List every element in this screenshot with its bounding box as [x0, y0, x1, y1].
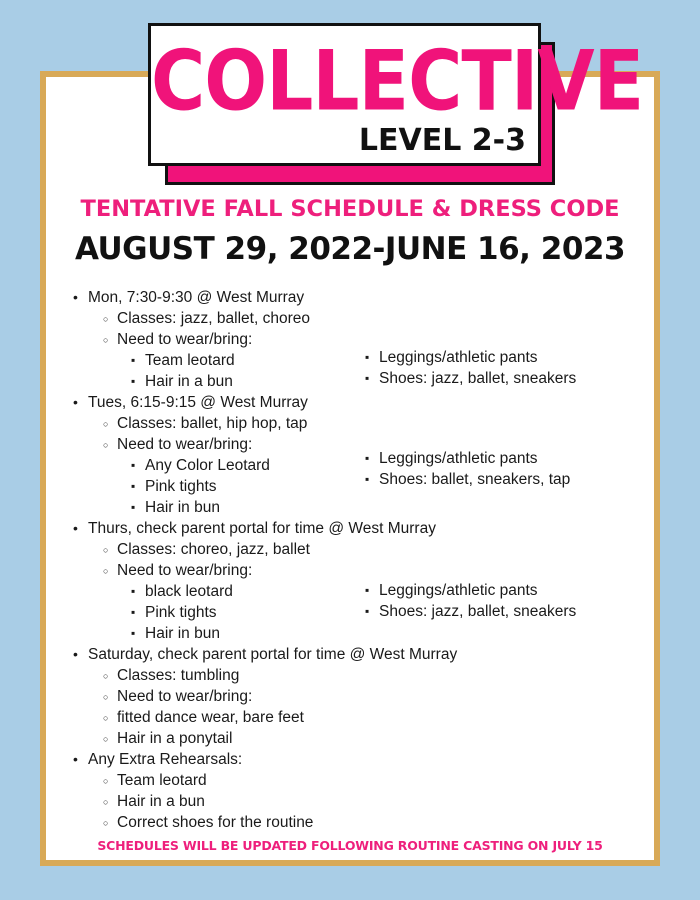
logo-level: LEVEL 2-3 [358, 123, 526, 158]
tuesday-item: ▪ Pink tights [145, 479, 217, 495]
thursday-right-item: ▪ Leggings/athletic pants [379, 583, 538, 599]
monday-header: • Mon, 7:30-9:30 @ West Murray [88, 290, 304, 306]
monday-item: ▪ Team leotard [145, 353, 235, 369]
monday-right-item: ▪ Shoes: jazz, ballet, sneakers [379, 371, 576, 387]
monday-classes: ○ Classes: jazz, ballet, choreo [117, 311, 310, 327]
thursday-item: ▪ Pink tights [145, 605, 217, 621]
extra-item: ○ Hair in a bun [117, 794, 205, 810]
thursday-header: • Thurs, check parent portal for time @ West Murray [88, 521, 436, 537]
tuesday-need: ○ Need to wear/bring: [117, 437, 252, 453]
schedule-title: TENTATIVE FALL SCHEDULE & DRESS CODE [80, 196, 620, 222]
monday-need: ○ Need to wear/bring: [117, 332, 252, 348]
tuesday-header: • Tues, 6:15-9:15 @ West Murray [88, 395, 308, 411]
tuesday-right-item: ▪ Leggings/athletic pants [379, 451, 538, 467]
monday-item: ▪ Hair in a bun [145, 374, 233, 390]
saturday-item: ○ Need to wear/bring: [117, 689, 252, 705]
monday-right-item: ▪ Leggings/athletic pants [379, 350, 538, 366]
extra-header: • Any Extra Rehearsals: [88, 752, 242, 768]
thursday-need: ○ Need to wear/bring: [117, 563, 252, 579]
tuesday-item: ▪ Hair in bun [145, 500, 220, 516]
logo-title: COLLECTIVE [151, 33, 644, 130]
tuesday-classes: ○ Classes: ballet, hip hop, tap [117, 416, 307, 432]
tuesday-right-item: ▪ Shoes: ballet, sneakers, tap [379, 472, 570, 488]
extra-item: ○ Team leotard [117, 773, 207, 789]
saturday-item: ○ fitted dance wear, bare feet [117, 710, 304, 726]
saturday-header: • Saturday, check parent portal for time @ West Murray [88, 647, 457, 663]
thursday-classes: ○ Classes: choreo, jazz, ballet [117, 542, 310, 558]
thursday-item: ▪ black leotard [145, 584, 233, 600]
tuesday-item: ▪ Any Color Leotard [145, 458, 270, 474]
thursday-right-item: ▪ Shoes: jazz, ballet, sneakers [379, 604, 576, 620]
footer-notice: SCHEDULES WILL BE UPDATED FOLLOWING ROUTINE CASTING ON JULY 15 [97, 838, 603, 853]
extra-item: ○ Correct shoes for the routine [117, 815, 313, 831]
logo [148, 23, 644, 166]
schedule-dates: AUGUST 29, 2022-JUNE 16, 2023 [74, 231, 626, 267]
saturday-item: ○ Classes: tumbling [117, 668, 239, 684]
thursday-item: ▪ Hair in bun [145, 626, 220, 642]
saturday-item: ○ Hair in a ponytail [117, 731, 232, 747]
